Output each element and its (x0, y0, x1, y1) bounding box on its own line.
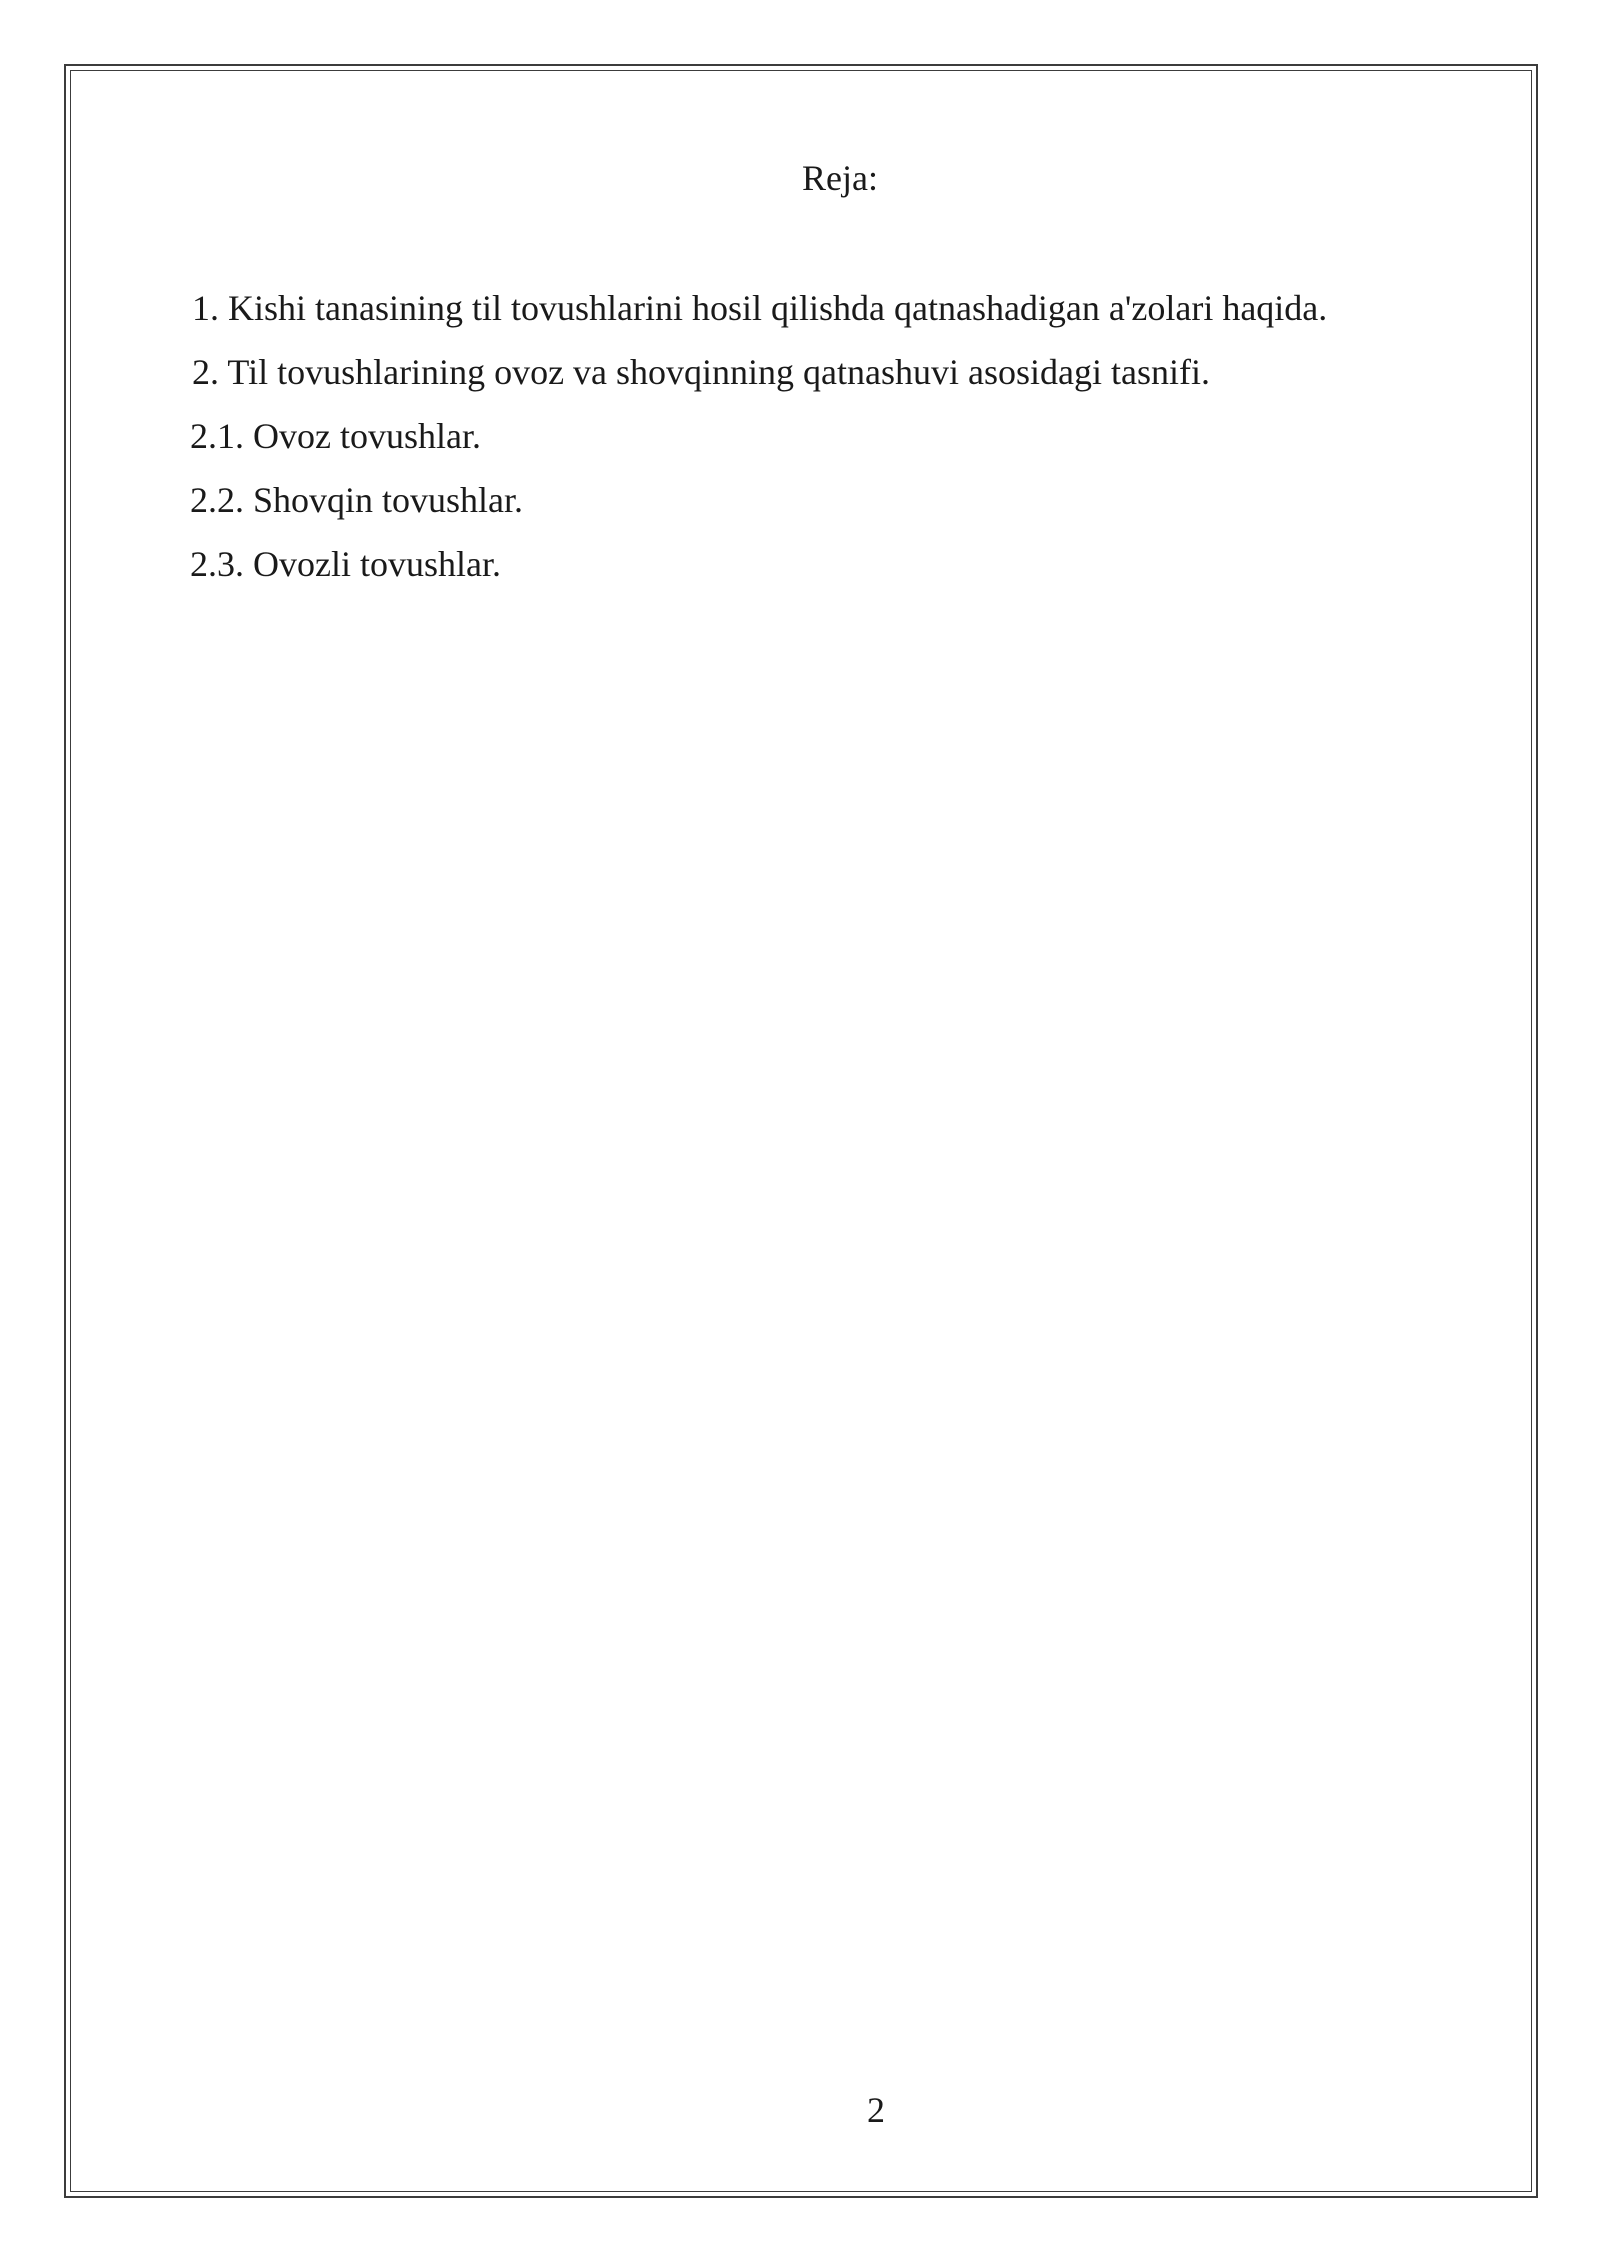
outline-item-1: 1. Kishi tanasining til tovushlarini hosil qilishda qatnashadigan a'zolari haqida. (192, 288, 1328, 328)
outline-item-2-2: 2.2. Shovqin tovushlar. (190, 480, 524, 520)
outline-item-2-3: 2.3. Ovozli tovushlar. (190, 544, 501, 584)
outline-item-2-1: 2.1. Ovoz tovushlar. (190, 416, 481, 456)
outline-list (190, 286, 1327, 606)
page-title: Reja: (802, 158, 878, 198)
outline-item-2: 2. Til tovushlarining ovoz va shovqinning qatnashuvi asosidagi tasnifi. (192, 352, 1210, 392)
page-number: 2 (867, 2090, 885, 2130)
